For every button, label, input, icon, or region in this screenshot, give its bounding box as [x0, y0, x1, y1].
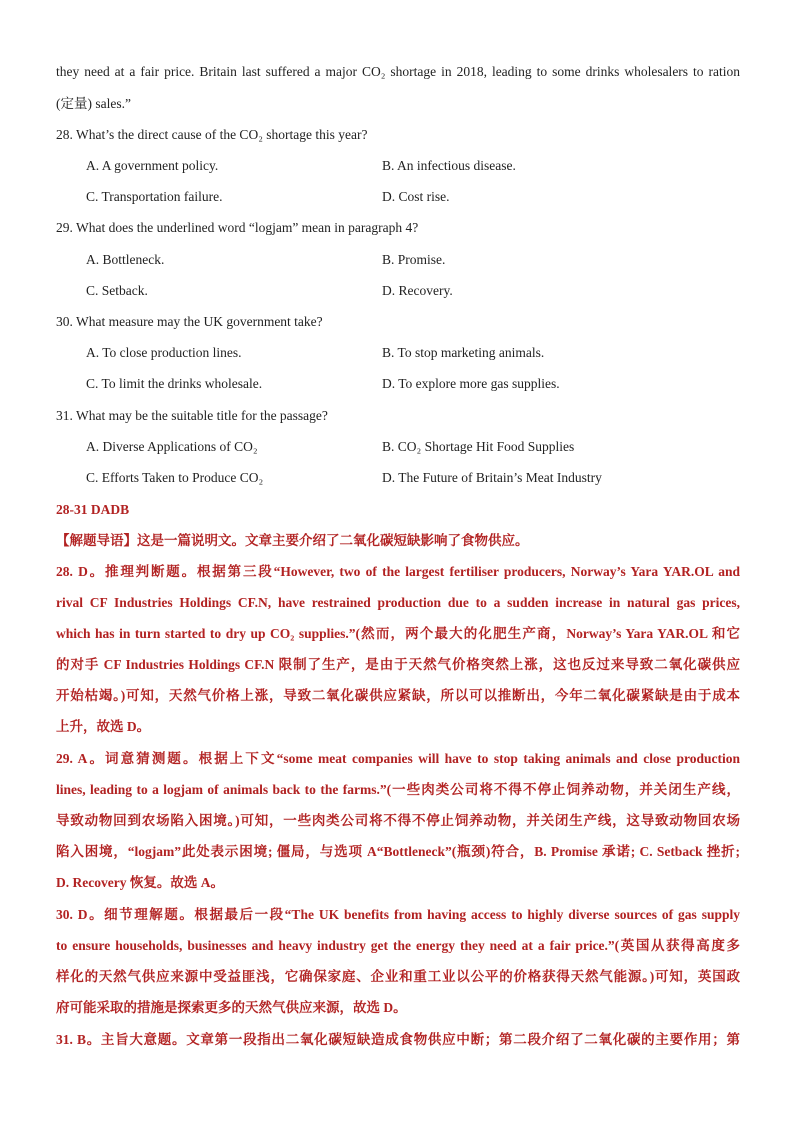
answer-29-line: 陷入困境，“logjam”此处表示困境; 僵局，与选项 A“Bottleneck”(瓶颈)符合，B. Promise 承诺; C. Setback 挫折; — [56, 844, 740, 859]
question-31-stem: 31. What may be the suitable title for the passage? — [56, 408, 328, 423]
passage-line: (定量) sales.” — [56, 96, 131, 111]
question-31-option-c: C. Efforts Taken to Produce CO₂ — [86, 470, 264, 485]
question-28-option-d: D. Cost rise. — [382, 189, 450, 204]
question-30-option-a: A. To close production lines. — [86, 345, 242, 360]
question-30-option-d: D. To explore more gas supplies. — [382, 376, 560, 391]
question-31-option-a: A. Diverse Applications of CO₂ — [86, 439, 258, 454]
answer-29-line: D. Recovery 恢复。故选 A。 — [56, 875, 224, 890]
question-30-option-b: B. To stop marketing animals. — [382, 345, 545, 360]
question-29-option-a: A. Bottleneck. — [86, 252, 165, 267]
answer-28-line: 上升，故选 D。 — [56, 719, 151, 734]
question-31-option-d: D. The Future of Britain’s Meat Industry — [382, 470, 602, 485]
question-28-option-b: B. An infectious disease. — [382, 158, 516, 173]
answer-30-line: 样化的天然气供应来源中受益匪浅，它确保家庭、企业和重工业以公平的价格获得天然气能源。)可知，英国政 — [56, 969, 740, 984]
question-28-option-a: A. A government policy. — [86, 158, 219, 173]
answer-28-line: rival CF Industries Holdings CF.N, have restrained production due to a sudden increase in natural gas prices, — [56, 595, 740, 610]
question-31-option-b: B. CO₂ Shortage Hit Food Supplies — [382, 439, 575, 454]
answer-28-line: 的对手 CF Industries Holdings CF.N 限制了生产，是由于天然气价格突然上涨，这也反过来导致二氧化碳供应 — [56, 657, 740, 672]
answer-key: 28-31 DADB — [56, 502, 130, 517]
answer-30-line: 30. D。细节理解题。根据最后一段“The UK benefits from having access to highly diverse sources of gas supply — [56, 907, 740, 922]
answer-28-line: 28. D。推理判断题。根据第三段“However, two of the largest fertiliser producers, Norway’s Yara YAR.OL and — [56, 564, 740, 579]
question-28-option-c: C. Transportation failure. — [86, 189, 223, 204]
passage-line: they need at a fair price. Britain last suffered a major CO₂ shortage in 2018, leading to some drinks wholesalers to ration — [56, 64, 740, 79]
answer-28-line: 开始枯竭。)可知，天然气价格上涨，导致二氧化碳供应紧缺，所以可以推断出，今年二氧化碳紧缺是由于成本 — [56, 688, 740, 703]
question-30-option-c: C. To limit the drinks wholesale. — [86, 376, 263, 391]
solution-guide: 【解题导语】这是一篇说明文。文章主要介绍了二氧化碳短缺影响了食物供应。 — [56, 533, 529, 548]
question-29-option-c: C. Setback. — [86, 283, 148, 298]
question-28-stem: 28. What’s the direct cause of the CO₂ shortage this year? — [56, 127, 368, 142]
answer-28-line: which has in turn started to dry up CO₂ supplies.”(然而，两个最大的化肥生产商，Norway’s Yara YAR.OL 和它 — [56, 626, 740, 641]
answer-29-line: 导致动物回到农场陷入困境。)可知，一些肉类公司将不得不停止饲养动物，并关闭生产线，这导致动物回农场 — [56, 813, 740, 828]
answer-30-line: 府可能采取的措施是探索更多的天然气供应来源，故选 D。 — [56, 1000, 407, 1015]
answer-29-line: 29. A。词意猜测题。根据上下文“some meat companies will have to stop taking animals and close production — [56, 751, 740, 766]
question-29-stem: 29. What does the underlined word “logjam” mean in paragraph 4? — [56, 220, 419, 235]
answer-31-line: 31. B。主旨大意题。文章第一段指出二氧化碳短缺造成食物供应中断；第二段介绍了二氧化碳的主要作用；第 — [56, 1032, 740, 1047]
question-29-option-b: B. Promise. — [382, 252, 446, 267]
answer-29-line: lines, leading to a logjam of animals back to the farms.”(一些肉类公司将不得不停止饲养动物，并关闭生产线， — [56, 782, 740, 797]
question-29-option-d: D. Recovery. — [382, 283, 453, 298]
question-30-stem: 30. What measure may the UK government take? — [56, 314, 323, 329]
answer-30-line: to ensure households, businesses and heavy industry get the energy they need at a fair price.”(英国从获得高度多 — [56, 938, 740, 953]
